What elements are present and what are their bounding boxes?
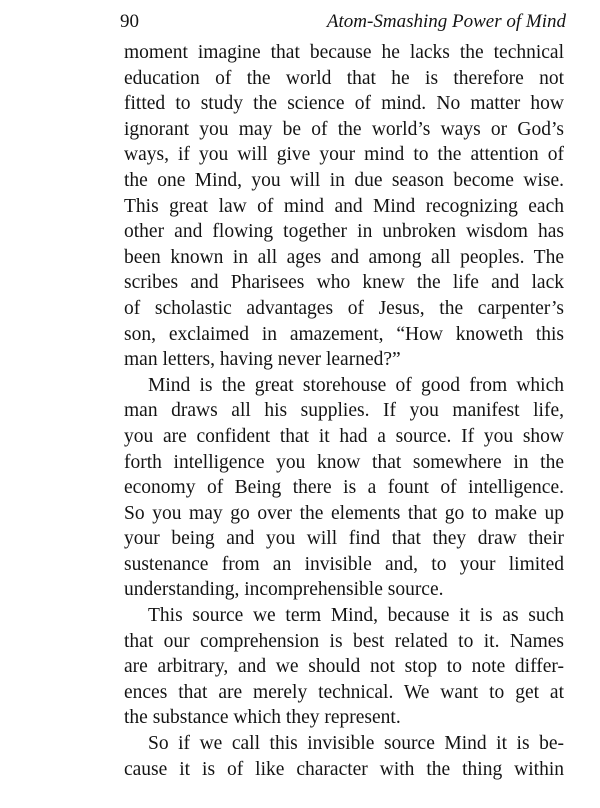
text-line: sustenance from an invisible and, to your limited — [124, 553, 564, 575]
running-head: Atom-Smashing Power of Mind — [326, 11, 566, 32]
text-line: moment imagine that because he lacks the technical — [124, 42, 564, 63]
text-line: understanding, incomprehensible source. — [124, 579, 444, 601]
text-line: your being and you will find that they draw their — [124, 528, 564, 550]
text-line: This great law of mind and Mind recognizing each — [124, 195, 564, 217]
text-line: you are confident that it had a source. If you show — [124, 425, 564, 447]
text-line: ences that are merely technical. We want to get at — [124, 681, 564, 703]
text-line: fitted to study the science of mind. No matter how — [124, 93, 564, 115]
page-header — [120, 8, 566, 36]
text-line: of scholastic advantages of Jesus, the carpenter’s — [124, 297, 564, 319]
text-line: So if we call this invisible source Mind it is be- — [148, 733, 564, 755]
text-line: education of the world that he is therefore not — [124, 67, 564, 89]
body-text — [124, 40, 564, 782]
text-line: the substance which they represent. — [124, 707, 401, 729]
text-line: son, exclaimed in amazement, “How knoweth this — [124, 323, 564, 345]
text-line: that our comprehension is best related to it. Names — [124, 630, 564, 652]
text-line: So you may go over the elements that go to make up — [124, 502, 564, 524]
text-line: economy of Being there is a fount of intelligence. — [124, 477, 564, 499]
text-line: forth intelligence you know that somewhere in the — [124, 451, 564, 473]
text-line: been known in all ages and among all peoples. The — [124, 246, 564, 268]
text-line: man draws all his supplies. If you manifest life, — [124, 400, 564, 422]
text-line: cause it is of like character with the thing within — [124, 758, 564, 780]
text-line: other and flowing together in unbroken wisdom has — [124, 221, 564, 243]
page-number: 90 — [120, 11, 139, 32]
text-line: This source we term Mind, because it is as such — [148, 605, 564, 627]
text-line: man letters, having never learned?” — [124, 349, 401, 371]
text-line: the one Mind, you will in due season become wise. — [124, 169, 564, 191]
text-line: Mind is the great storehouse of good from which — [148, 374, 564, 396]
text-line: ways, if you will give your mind to the attention of — [124, 144, 564, 166]
text-line: are arbitrary, and we should not stop to note differ- — [124, 656, 564, 678]
text-line: ignorant you may be of the world’s ways or God’s — [124, 118, 564, 140]
text-line: scribes and Pharisees who knew the life and lack — [124, 272, 564, 294]
